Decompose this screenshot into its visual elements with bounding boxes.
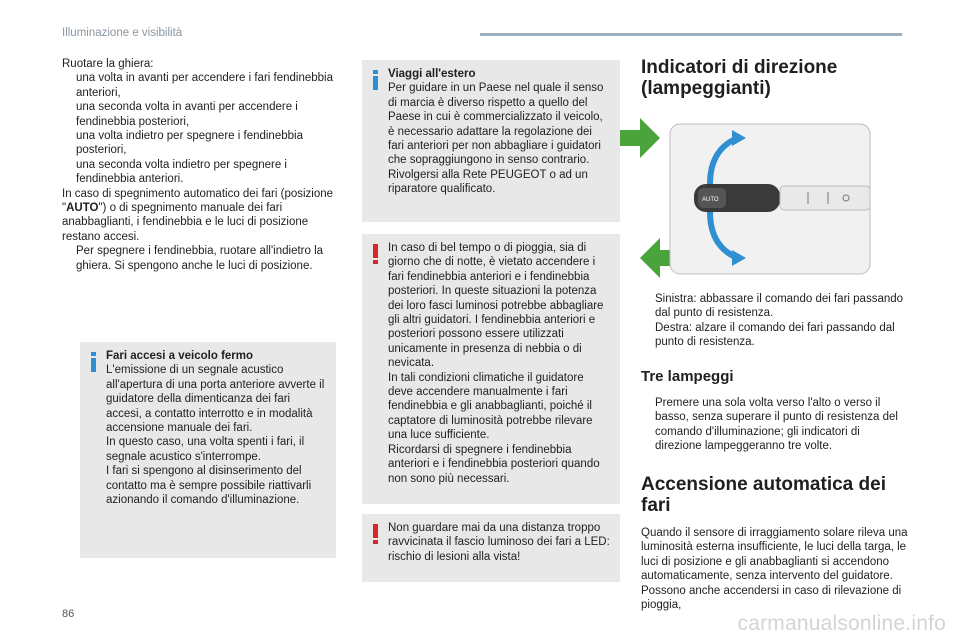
auto-headlamps-text: Quando il sensore di irraggiamento solare rileva una luminosità esterna insufficiente, le luci della targa, le luci di posizione e gli anabbaglianti si accendono automaticamente, senza intervento del guidatore. Possono anche accendersi in caso di rilevazione di pioggia, xyxy=(641,527,908,612)
info-icon xyxy=(86,352,104,372)
warning-box-led: Non guardare mai da una distanza troppo ravvicinata il fascio luminoso dei fari a LED: rischio di lesioni alla vista! xyxy=(362,514,620,582)
bullet-icon xyxy=(62,129,76,158)
auto-keyword: AUTO xyxy=(66,202,99,215)
warning-icon xyxy=(368,524,386,544)
info-box-lights-on: Fari accesi a veicolo fermo L'emissione di un segnale acustico all'apertura di una porta anteriore avverte il guidatore della dimenticanza dei fari accesi, a contatto interrotto e in modalità accensione manuale dei fari. In questo caso, una volta spenti i fari, il segnale acustico s'interrompe. I fari si spengono al disinserimento del contatto ma è sempre possibile riattivarli azionando il comando d'illuminazione. xyxy=(80,342,336,558)
header-rule xyxy=(480,33,902,36)
warning-box-fog-lamps: In caso di bel tempo o di pioggia, sia di giorno che di notte, è vietato accendere i fari fendinebbia anteriori e i fendinebbia posteriori. In queste situazioni la potenza dei loro fasci luminosi potrebbe abbagliare gli altri guidatori. I fendinebbia anteriori e posteriori possono essere utilizzati unicamente in presenza di nebbia o di nevicata. In tali condizioni climatiche il guidatore deve accendere manualmente i fari fendinebbia e gli anabbaglianti, poiché il captatore di luminosità potrebbe rilevare una luce sufficiente. Ricordarsi di spegnere i fendinebbia anteriori e i fendinebbia posteriori quando non sono più necessari. xyxy=(362,234,620,504)
auto-off-paragraph: In caso di spegnimento automatico dei fari (posizione "AUTO") o di spegnimento manuale dei fari anabbaglianti, i fendinebbia e le luci di posizione restano accesi. xyxy=(62,187,334,243)
bullet-item: una volta indietro per spegnere i fendinebbia posteriori, xyxy=(62,129,338,158)
info-icon xyxy=(368,70,386,90)
bullet-icon xyxy=(62,71,76,100)
bullet-icon xyxy=(62,244,76,273)
watermark: carmanualsonline.info xyxy=(737,612,946,635)
section-header-title: Illuminazione e visibilità xyxy=(62,27,183,39)
box-title: Viaggi all'estero xyxy=(388,68,476,80)
section-heading-auto-headlamps: Accensione automatica dei fari xyxy=(641,474,886,516)
bullet-icon xyxy=(62,158,76,187)
intro-text: Ruotare la ghiera: xyxy=(62,58,154,70)
bullet-item: una seconda volta in avanti per accendere i fendinebbia posteriori, xyxy=(62,100,338,129)
bullet-item: Per spegnere i fendinebbia, ruotare all'indietro la ghiera. Si spengono anche le luci di posizione. xyxy=(62,244,338,273)
bullet-item: una volta in avanti per accendere i fari fendinebbia anteriori, xyxy=(62,71,338,100)
arrow-right-icon xyxy=(620,118,660,158)
bullet-icon xyxy=(641,292,655,321)
bullet-item: Sinistra: abbassare il comando dei fari passando dal punto di resistenza. xyxy=(641,292,905,321)
page-number: 86 xyxy=(62,608,75,620)
section-heading-three-flashes: Tre lampeggi xyxy=(641,368,734,385)
bullet-item: una seconda volta indietro per spegnere i fendinebbia anteriori. xyxy=(62,158,338,187)
bullet-icon xyxy=(641,396,655,454)
fog-lamp-instructions xyxy=(62,57,338,273)
warning-icon xyxy=(368,244,386,264)
bullet-icon xyxy=(641,321,655,350)
box-title: Fari accesi a veicolo fermo xyxy=(106,350,254,362)
three-flashes-instructions xyxy=(641,396,905,454)
stalk-label: AUTO xyxy=(702,197,719,203)
bullet-item: Destra: alzare il comando dei fari passando dal punto di resistenza. xyxy=(641,321,905,350)
stalk-illustration xyxy=(618,112,918,284)
section-heading-indicators: Indicatori di direzione (lampeggianti) xyxy=(641,57,838,99)
info-box-travel-abroad: Viaggi all'estero Per guidare in un Paese nel quale il senso di marcia è diverso rispetto a quello del Paese in cui è commercializzato il veicolo, è necessario adattare la regolazione dei fari anteriori per non abbagliare i guidatori che sopraggiungono in senso contrario. Rivolgersi alla Rete PEUGEOT o ad un riparatore qualificato. xyxy=(362,60,620,222)
bullet-item: Premere una sola volta verso l'alto o verso il basso, senza superare il punto di resistenza del comando d'illuminazione; gli indicatori di direzione lampeggeranno tre volte. xyxy=(641,396,905,454)
bullet-icon xyxy=(62,100,76,129)
indicator-instructions xyxy=(641,292,905,350)
